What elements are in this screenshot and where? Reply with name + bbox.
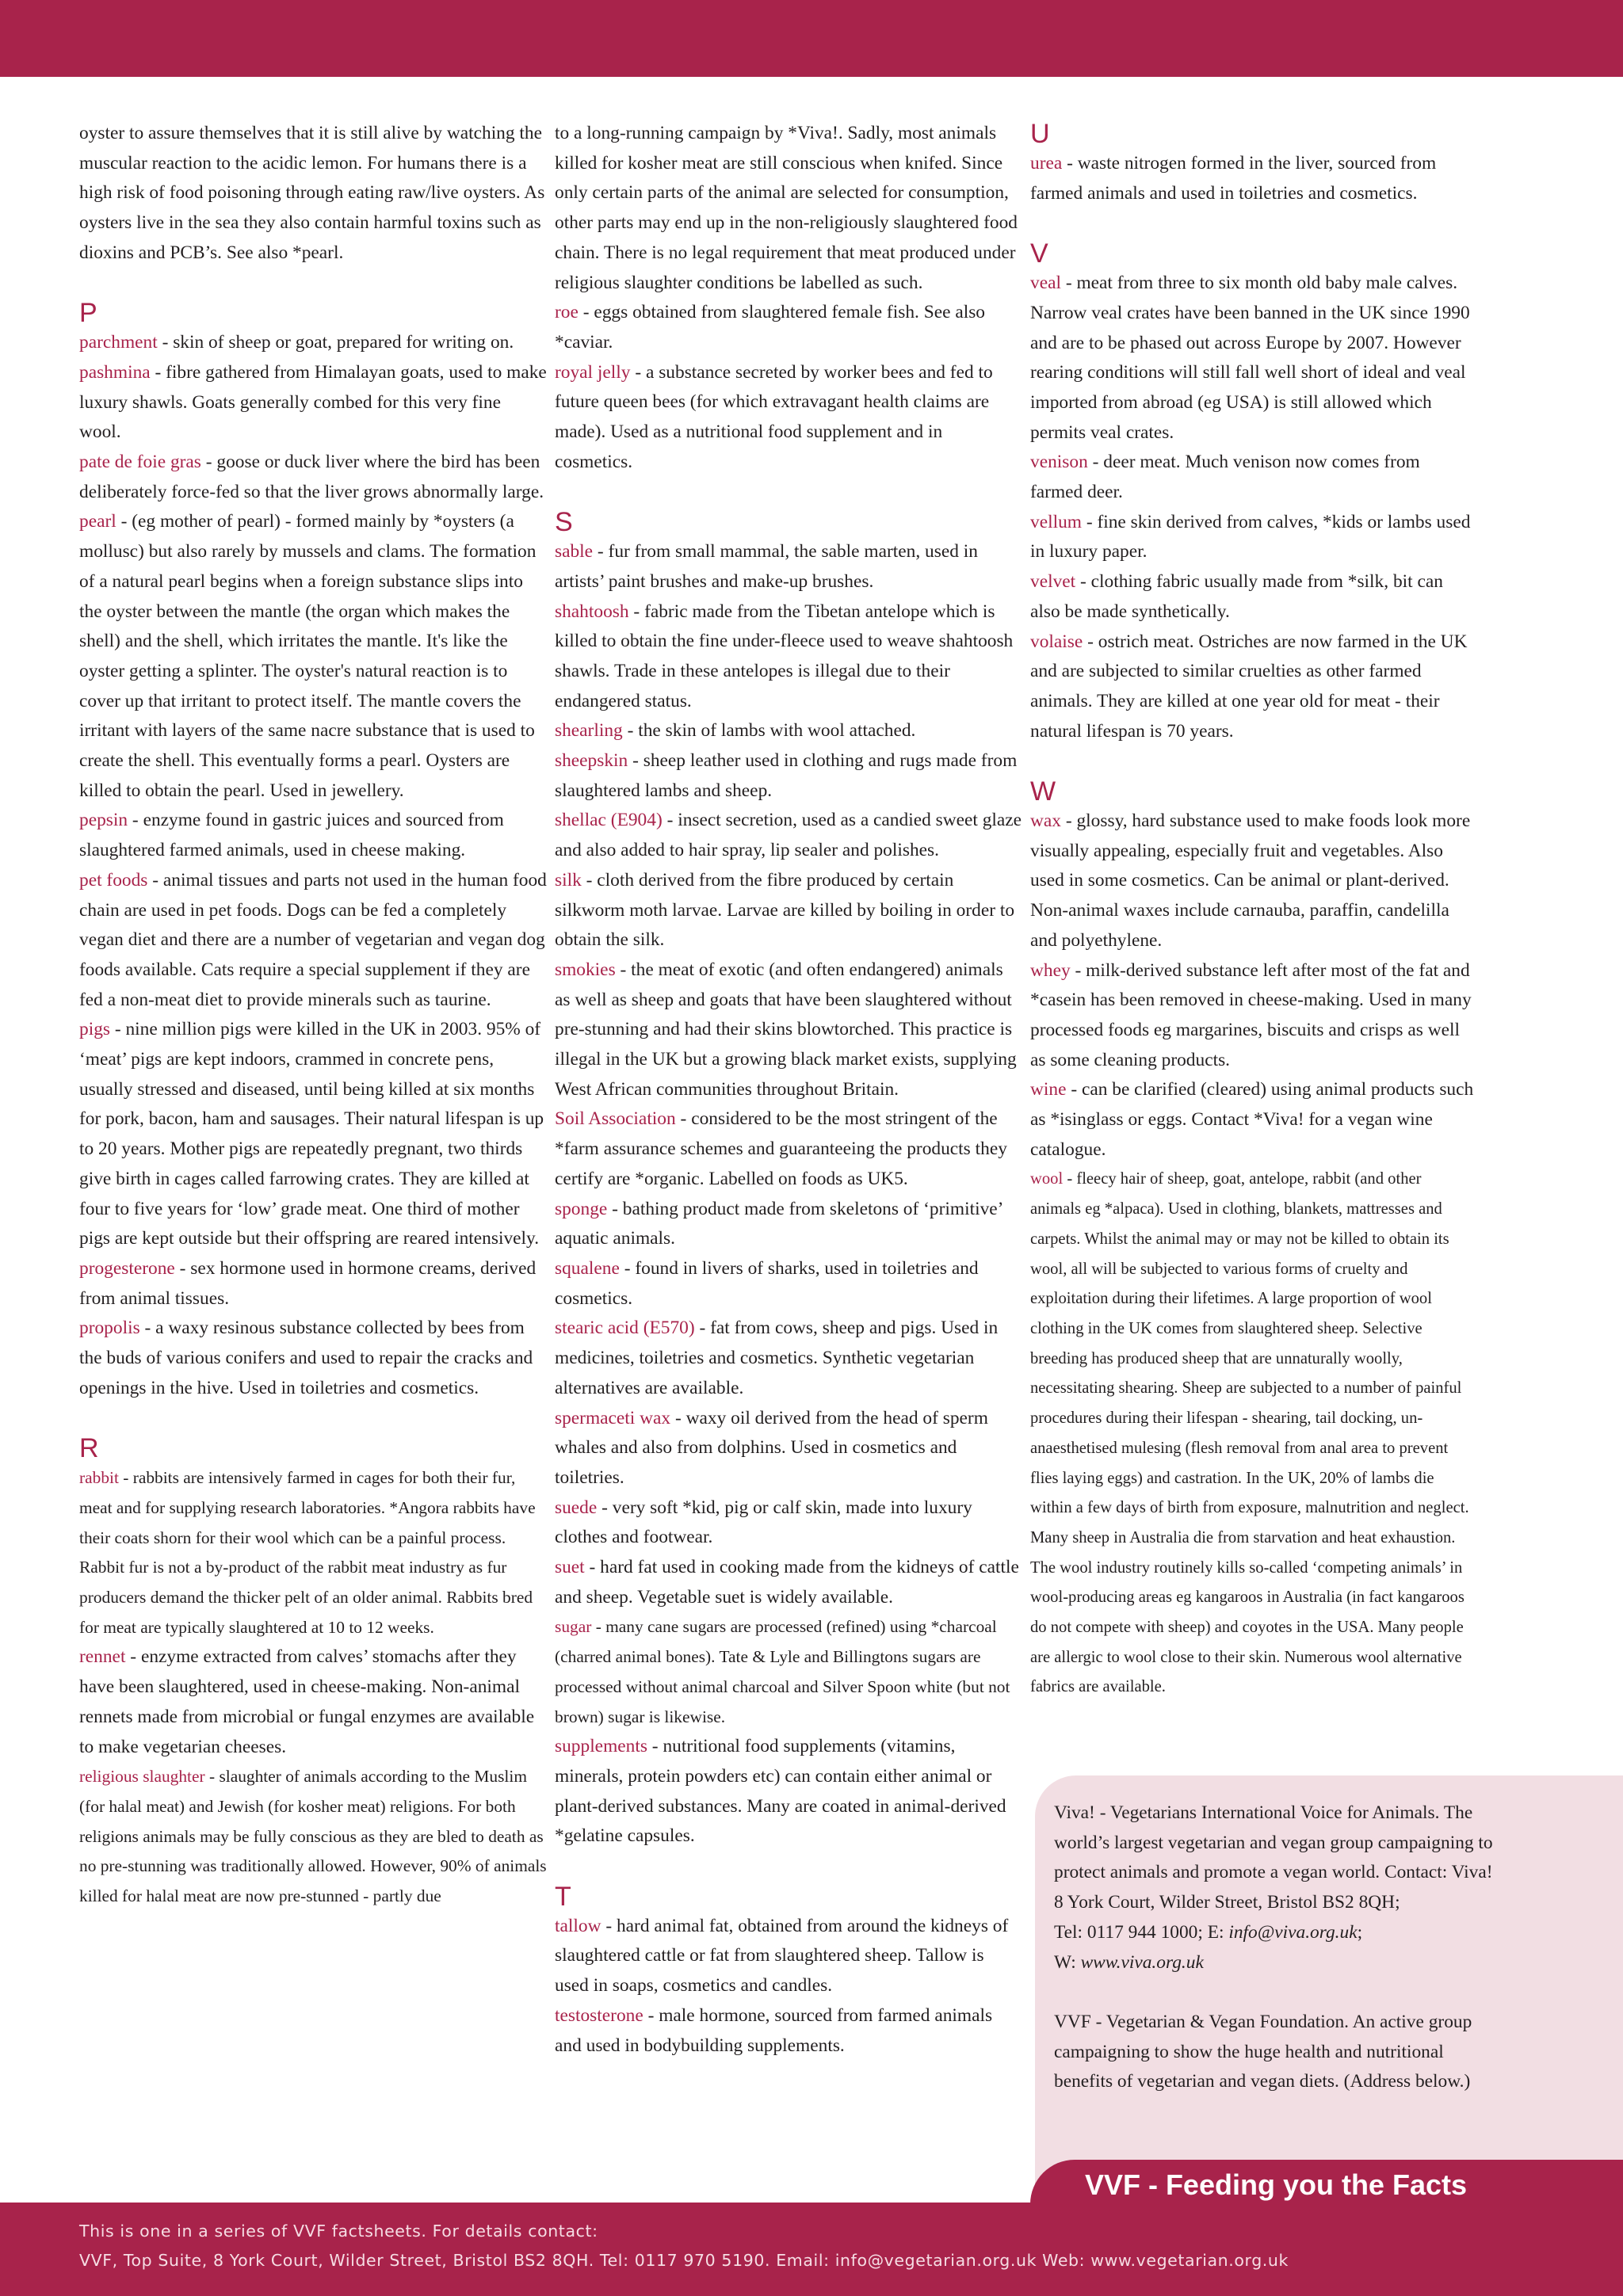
section-letter-w: W [1030,776,1056,807]
entry-progesterone: progesterone - sex hormone used in hormone creams, derived from animal tissues. [79,1258,537,1309]
viva-address: 8 York Court, Wilder Street, Bristol BS2 8QH; [1054,1892,1400,1913]
term-sheepskin: sheepskin [555,750,628,772]
term-shellac: shellac (E904) [555,810,663,831]
entry-velvet: velvet - clothing fabric usually made from *silk, bit can also be made synthetically. [1030,571,1443,622]
term-spermaceti-wax: spermaceti wax [555,1407,671,1428]
term-roe: roe [555,302,579,323]
oyster-continuation: oyster to assure themselves that it is still alive by watching the muscular reaction to the acidic lemon. For humans there is a high risk of food poisoning through eating raw/live oysters. As oysters live in the sea they also contain harmful toxins such as dioxins and PCB’s. See also *pearl. [79,123,545,263]
term-wool: wool [1030,1170,1064,1188]
term-rabbit: rabbit [79,1468,119,1488]
term-whey: whey [1030,959,1071,981]
entry-smokies: smokies - the meat of exotic (and often endangered) animals as well as sheep and goats that have been slaughtered without pre-stunning and had their skins blowtorched. This practice is illegal in the UK but a growing black market exists, supplying West African communities throughout Britain. [555,959,1017,1100]
entry-royal-jelly: royal jelly - a substance secreted by worker bees and fed to future queen bees (for which extravagant health claims are made). Used as a nutritional food supplement and in cosmetics. [555,361,993,472]
term-smokies: smokies [555,959,616,980]
column-1 [79,119,547,1912]
entry-tallow: tallow - hard animal fat, obtained from around the kidneys of slaughtered cattle or fat from slaughtered sheep. Tallow is used in soaps, cosmetics and candles. [555,1915,1009,1997]
term-pashmina: pashmina [79,361,151,383]
footer-line-1: This is one in a series of VVF factsheets. For details contact: [79,2222,598,2241]
entry-rennet: rennet - enzyme extracted from calves’ stomachs after they have been slaughtered, used in cheese-making. Non-animal rennets made from microbial or fungal enzymes are available to make vegetarian cheeses. [79,1646,535,1757]
entry-pate-de-foie-gras: pate de foie gras - goose or duck liver where the bird has been deliberately force-fed so that the liver grows abnormally large. [79,452,544,502]
viva-description: Viva! - Vegetarians International Voice for Animals. The world’s largest vegetarian and vegan group campaigning to protect animals and promote a vegan world. Contact: Viva! [1054,1802,1493,1883]
entry-veal: veal - meat from three to six month old baby male calves. Narrow veal crates have been banned in the UK since 1990 and are to be phased out across Europe by 2007. However rearing conditions will still fall well short of ideal and veal imported from abroad (eg USA) is still allowed which permits veal crates. [1030,273,1470,443]
term-tallow: tallow [555,1915,601,1936]
entry-silk: silk - cloth derived from the fibre produced by certain silkworm moth larvae. Larvae are killed by boiling in order to obtain the silk. [555,869,1015,951]
column-2 [555,119,1022,2061]
term-stearic-acid: stearic acid (E570) [555,1318,695,1339]
entry-stearic-acid: stearic acid (E570) - fat from cows, sheep and pigs. Used in medicines, toiletries and cosmetics. Synthetic vegetarian alternatives are available. [555,1318,999,1398]
entry-wine: wine - can be clarified (cleared) using animal products such as *isinglass or eggs. Contact *Viva! for a vegan wine catalogue. [1030,1079,1474,1160]
footer-line-2: VVF, Top Suite, 8 York Court, Wilder Street, Bristol BS2 8QH. Tel: 0117 970 5190. Email: info@vegetarian.org.uk Web: www.vegetarian.org.uk [79,2251,1289,2270]
section-letter-u: U [1030,119,1050,149]
term-testosterone: testosterone [555,2004,643,2026]
entry-roe: roe - eggs obtained from slaughtered female fish. See also *caviar. [555,302,986,353]
entry-venison: venison - deer meat. Much venison now comes from farmed deer. [1030,452,1420,503]
term-wine: wine [1030,1079,1067,1100]
term-pearl: pearl [79,511,116,532]
entry-parchment: parchment - skin of sheep or goat, prepared for writing on. [79,332,514,353]
entry-testosterone: testosterone - male hormone, sourced from farmed animals and used in bodybuilding supplements. [555,2004,993,2056]
entry-shearling: shearling - the skin of lambs with wool attached. [555,720,916,742]
term-shearling: shearling [555,720,623,742]
term-vellum: vellum [1030,511,1082,532]
term-supplements: supplements [555,1736,647,1757]
term-suet: suet [555,1557,585,1578]
term-silk: silk [555,869,582,891]
footer-text [79,2217,1289,2275]
section-letter-r: R [79,1433,99,1464]
term-rennet: rennet [79,1646,126,1668]
term-sugar: sugar [555,1617,592,1637]
entry-propolis: propolis - a waxy resinous substance collected by bees from the buds of various conifers and used to repair the cracks and openings in the hive. Used in toiletries and cosmetics. [79,1318,533,1398]
term-propolis: propolis [79,1318,140,1339]
term-sponge: sponge [555,1198,608,1219]
entry-pet-foods: pet foods - animal tissues and parts not used in the human food chain are used in pet foods. Dogs can be fed a completely vegan diet and there are a number of vegetarian and vegan dog foods available. Cats require a special supplement if they are fed a non-meat diet to provide minerals such as taurine. [79,869,547,1010]
section-letter-p: P [79,298,97,329]
term-velvet: velvet [1030,571,1076,593]
viva-contact: Tel: 0117 944 1000; E: info@viva.org.uk; [1054,1921,1363,1943]
tagline: VVF - Feeding you the Facts [1084,2168,1467,2201]
entry-sheepskin: sheepskin - sheep leather used in clothing and rugs made from slaughtered lambs and sheep. [555,750,1018,801]
entry-spermaceti-wax: spermaceti wax - waxy oil derived from the head of sperm whales and also from dolphins. Used in cosmetics and toiletries. [555,1407,988,1488]
term-squalene: squalene [555,1258,620,1279]
term-venison: venison [1030,452,1088,473]
term-pigs: pigs [79,1019,110,1040]
column-3 [1030,119,1474,1703]
entry-vellum: vellum - fine skin derived from calves, *kids or lambs used in luxury paper. [1030,511,1471,563]
viva-web: W: www.viva.org.uk [1054,1951,1204,1973]
entry-rabbit: rabbit - rabbits are intensively farmed in cages for both their fur, meat and for supplying research laboratories. *Angora rabbits have their coats shorn for their wool which can be a painful process. Rabbit fur is not a by-product of the rabbit meat industry as fur producers demand the thicker pelt of an older animal. Rabbits bred for meat are typically slaughtered at 10 to 12 weeks. [79,1468,536,1637]
term-religious-slaughter: religious slaughter [79,1767,205,1787]
entry-shellac: shellac (E904) - insect secretion, used as a candied sweet glaze and also added to hair spray, lip sealer and polishes. [555,810,1022,861]
vvf-description: VVF - Vegetarian & Vegan Foundation. An active group campaigning to show the huge health and nutritional benefits of vegetarian and vegan diets. (Address below.) [1054,2011,1472,2092]
entry-urea: urea - waste nitrogen formed in the liver, sourced from farmed animals and used in toiletries and cosmetics. [1030,153,1437,204]
entry-suede: suede - very soft *kid, pig or calf skin, made into luxury clothes and footwear. [555,1497,972,1548]
section-letter-v: V [1030,238,1048,269]
term-volaise: volaise [1030,631,1083,652]
entry-pigs: pigs - nine million pigs were killed in the UK in 2003. 95% of ‘meat’ pigs are kept indoors, crammed in concrete pens, usually stressed and diseased, until being killed at six months for pork, bacon, ham and sausages. Their natural lifespan is up to 20 years. Mother pigs are repeatedly pregnant, two thirds give birth in cages called farrowing crates. They are killed at four to five years for ‘low’ grade meat. One third of mother pigs are kept outside but their offspring are reared intensively. [79,1019,544,1249]
entry-volaise: volaise - ostrich meat. Ostriches are now farmed in the UK and are subjected to similar cruelties as other farmed animals. They are killed at one year old for meat - their natural lifespan is 70 years. [1030,631,1468,742]
term-urea: urea [1030,153,1063,174]
viva-info-box [1035,1775,1623,2203]
entry-religious-slaughter: religious slaughter - slaughter of animals according to the Muslim (for halal meat) and Jewish (for kosher meat) religions. For both religions animals may be fully conscious as they are bled to death as no pre-stunning was traditionally allowed. However, 90% of animals killed for halal meat are now pre-stunned - partly due [79,1767,547,1906]
section-letter-s: S [555,507,573,538]
entry-pashmina: pashmina - fibre gathered from Himalayan goats, used to make luxury shawls. Goats generally combed for this very fine wool. [79,361,547,443]
term-royal-jelly: royal jelly [555,361,631,383]
term-pet-foods: pet foods [79,869,148,891]
term-suede: suede [555,1497,598,1518]
entry-shahtoosh: shahtoosh - fabric made from the Tibetan antelope which is killed to obtain the fine under-fleece used to weave shahtoosh shawls. Trade in these antelopes is illegal due to their endangered status. [555,601,1014,711]
term-soil-association: Soil Association [555,1108,676,1130]
section-letter-t: T [555,1881,571,1912]
entry-suet: suet - hard fat used in cooking made from the kidneys of cattle and sheep. Vegetable suet is widely available. [555,1557,1019,1608]
viva-email-link[interactable]: info@viva.org.uk [1228,1921,1358,1943]
entry-sponge: sponge - bathing product made from skeletons of ‘primitive’ aquatic animals. [555,1198,1002,1249]
religious-slaughter-continuation: to a long-running campaign by *Viva!. Sadly, most animals killed for kosher meat are still conscious when knifed. Since only certain parts of the animal are selected for consumption, other parts may end up in the non-religiously slaughtered food chain. There is no legal requirement that meat produced under religious slaughter conditions be labelled as such. [555,123,1018,293]
entry-sugar: sugar - many cane sugars are processed (refined) using *charcoal (charred animal bones). Tate & Lyle and Billingtons sugars are processed without animal charcoal and Silver Spoon white (but not brown) sugar is likewise. [555,1617,1010,1726]
entry-supplements: supplements - nutritional food supplements (vitamins, minerals, protein powders etc) can contain either animal or plant-derived substances. Many are coated in animal-derived *gelatine capsules. [555,1736,1006,1847]
entry-whey: whey - milk-derived substance left after most of the fat and *casein has been removed in cheese-making. Used in many processed foods eg margarines, biscuits and crisps as well as some cleaning products. [1030,959,1472,1070]
entry-sable: sable - fur from small mammal, the sable marten, used in artists’ paint brushes and make-up brushes. [555,541,978,592]
term-veal: veal [1030,273,1061,294]
top-banner [0,0,1623,77]
term-wax: wax [1030,810,1061,832]
entry-squalene: squalene - found in livers of sharks, used in toiletries and cosmetics. [555,1258,979,1309]
term-progesterone: progesterone [79,1258,175,1279]
entry-pearl: pearl - (eg mother of pearl) - formed mainly by *oysters (a mollusc) but also rarely by mussels and clams. The formation of a natural pearl begins when a foreign substance slips into the oyster between the mantle (the organ which makes the shell) and the shell, which irritates the mantle. It's like the oyster getting a splinter. The oyster's natural reaction is to cover up that irritant to protect itself. The mantle covers the irritant with layers of the same nacre substance that is used to create the shell. This eventually forms a pearl. Oysters are killed to obtain the pearl. Used in jewellery. [79,511,537,801]
term-shahtoosh: shahtoosh [555,601,629,622]
entry-pepsin: pepsin - enzyme found in gastric juices and sourced from slaughtered farmed animals, used in cheese making. [79,810,504,861]
viva-web-link[interactable]: www.viva.org.uk [1080,1951,1204,1973]
entry-soil-association: Soil Association - considered to be the most stringent of the *farm assurance schemes and guaranteeing the products they certify are *organic. Labelled on foods as UK5. [555,1108,1007,1189]
entry-wool: wool - fleecy hair of sheep, goat, antelope, rabbit (and other animals eg *alpaca). Used in clothing, blankets, mattresses and carpets. Whilst the animal may or may not be killed to obtain its wool, all will be subjected to various forms of cruelty and exploitation during their lifetimes. A large proportion of wool clothing in the UK comes from slaughtered sheep. Selective breeding has produced sheep that are unnaturally woolly, necessitating shearing. Sheep are subjected to a number of painful procedures during their lifespan - shearing, tail docking, un-anaesthetised mulesing (flesh removal from anal area to prevent flies laying eggs) and castration. In the UK, 20% of lambs die within a few days of birth from exposure, malnutrition and neglect. Many sheep in Australia die from starvation and heat exhaustion. The wool industry routinely kills so-called ‘competing animals’ in wool-producing areas eg kangaroos in Australia (in fact kangaroos do not compete with sheep) and coyotes in the USA. Many people are allergic to wool close to their skin. Numerous wool alternative fabrics are available. [1030,1170,1469,1696]
term-parchment: parchment [79,332,158,353]
term-pate-de-foie-gras: pate de foie gras [79,452,201,473]
term-sable: sable [555,541,594,563]
entry-wax: wax - glossy, hard substance used to make foods look more visually appealing, especially fruit and vegetables. Also used in some cosmetics. Can be animal or plant-derived. Non-animal waxes include carnauba, paraffin, candelilla and polyethylene. [1030,810,1471,951]
term-pepsin: pepsin [79,810,128,831]
